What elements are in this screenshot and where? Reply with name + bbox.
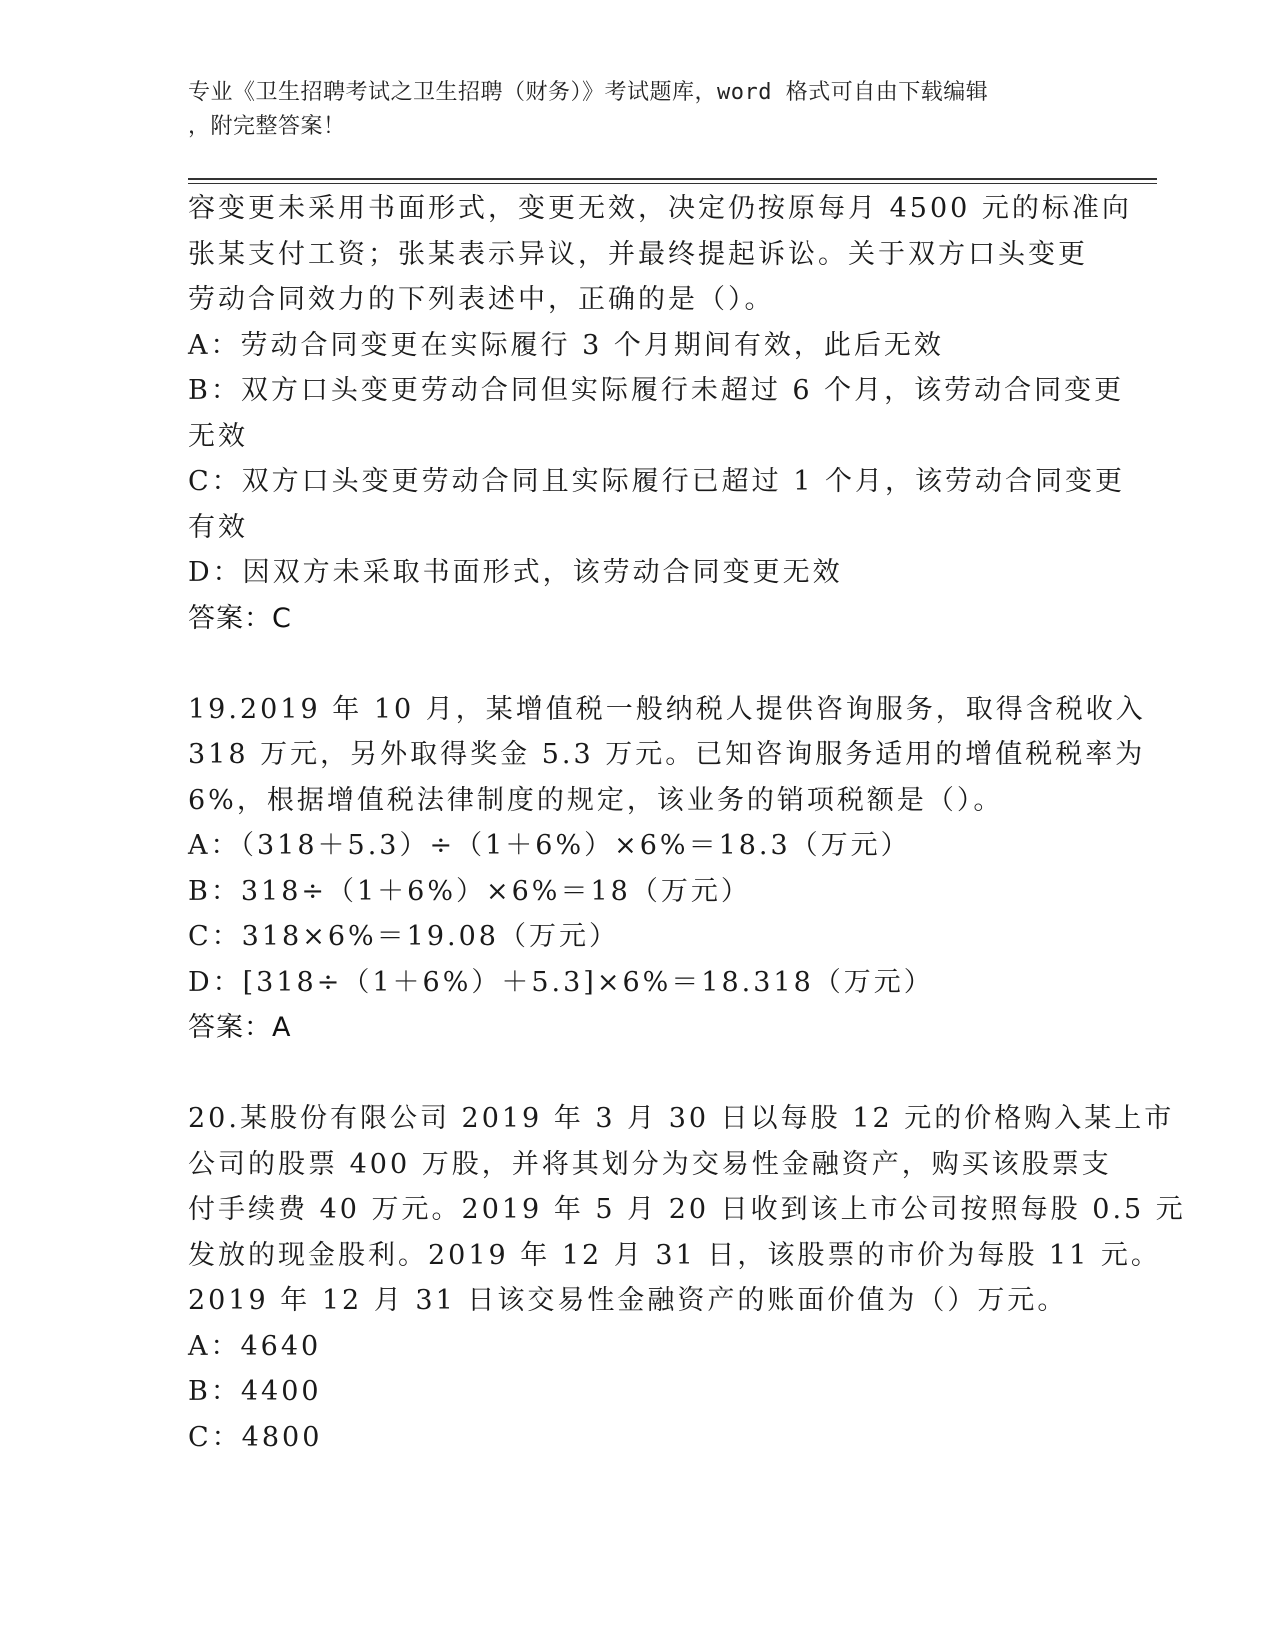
question-18-stem-line-3: 劳动合同效力的下列表述中，正确的是（）。	[188, 284, 775, 315]
header-line-2: ，附完整答案！	[188, 114, 346, 139]
question-20-stem-line-1: 20.某股份有限公司 2019 年 3 月 30 日以每股 12 元的价格购入某上市	[188, 1103, 1175, 1134]
question-18-option-d: D：因双方未采取书面形式，该劳动合同变更无效	[188, 557, 843, 588]
question-18	[188, 186, 1132, 641]
question-19	[188, 687, 1146, 1051]
question-20-option-b: B：4400	[188, 1376, 322, 1407]
question-18-option-b-line-2: 无效	[188, 420, 248, 452]
question-19-option-b: B：318÷（1＋6%）×6%＝18（万元）	[188, 875, 751, 907]
question-19-option-a: A：（318＋5.3）÷（1＋6%）×6%＝18.3（万元）	[188, 830, 911, 861]
question-18-option-a: A：劳动合同变更在实际履行 3 个月期间有效，此后无效	[188, 329, 944, 361]
question-18-stem-line-1: 容变更未采用书面形式，变更无效，决定仍按原每月 4500 元的标准向	[188, 193, 1132, 224]
question-20-option-a: A：4640	[188, 1330, 322, 1362]
question-19-answer: 答案：A	[188, 1012, 292, 1043]
page-header	[188, 76, 1068, 144]
question-18-stem-line-2: 张某支付工资；张某表示异议，并最终提起诉讼。关于双方口头变更	[188, 238, 1088, 270]
question-19-option-d: D：[318÷（1＋6%）＋5.3]×6%＝18.318（万元）	[188, 966, 934, 998]
question-20-stem-line-3: 付手续费 40 万元。2019 年 5 月 20 日收到该上市公司按照每股 0.5 元	[188, 1194, 1186, 1225]
question-19-stem-line-3: 6%，根据增值税法律制度的规定，该业务的销项税额是（）。	[188, 784, 1004, 816]
header-divider-thin	[188, 183, 1157, 184]
question-20-stem-line-5: 2019 年 12 月 31 日该交易性金融资产的账面价值为（）万元。	[188, 1285, 1068, 1316]
question-18-option-b-line-1: B：双方口头变更劳动合同但实际履行未超过 6 个月，该劳动合同变更	[188, 375, 1125, 406]
question-20-stem-line-2: 公司的股票 400 万股，并将其划分为交易性金融资产，购买该股票支	[188, 1148, 1112, 1180]
question-19-stem-line-1: 19.2019 年 10 月，某增值税一般纳税人提供咨询服务，取得含税收入	[188, 693, 1146, 725]
question-18-option-c-line-2: 有效	[188, 511, 248, 543]
question-content	[188, 186, 1186, 1460]
header-divider-thick	[188, 178, 1157, 180]
question-20-option-c: C：4800	[188, 1421, 323, 1453]
question-spacer	[188, 641, 1088, 687]
question-19-stem-line-2: 318 万元，另外取得奖金 5.3 万元。已知咨询服务适用的增值税税率为	[188, 739, 1146, 770]
question-spacer	[188, 1051, 1088, 1097]
question-20-stem-line-4: 发放的现金股利。2019 年 12 月 31 日，该股票的市价为每股 11 元。	[188, 1239, 1161, 1271]
question-18-option-c-line-1: C：双方口头变更劳动合同且实际履行已超过 1 个月，该劳动合同变更	[188, 466, 1126, 497]
question-19-option-c: C：318×6%＝19.08（万元）	[188, 921, 619, 952]
question-18-answer: 答案：C	[188, 602, 292, 634]
question-20	[188, 1096, 1186, 1460]
header-line-1: 专业《卫生招聘考试之卫生招聘（财务）》考试题库，word 格式可自由下载编辑	[188, 80, 989, 105]
